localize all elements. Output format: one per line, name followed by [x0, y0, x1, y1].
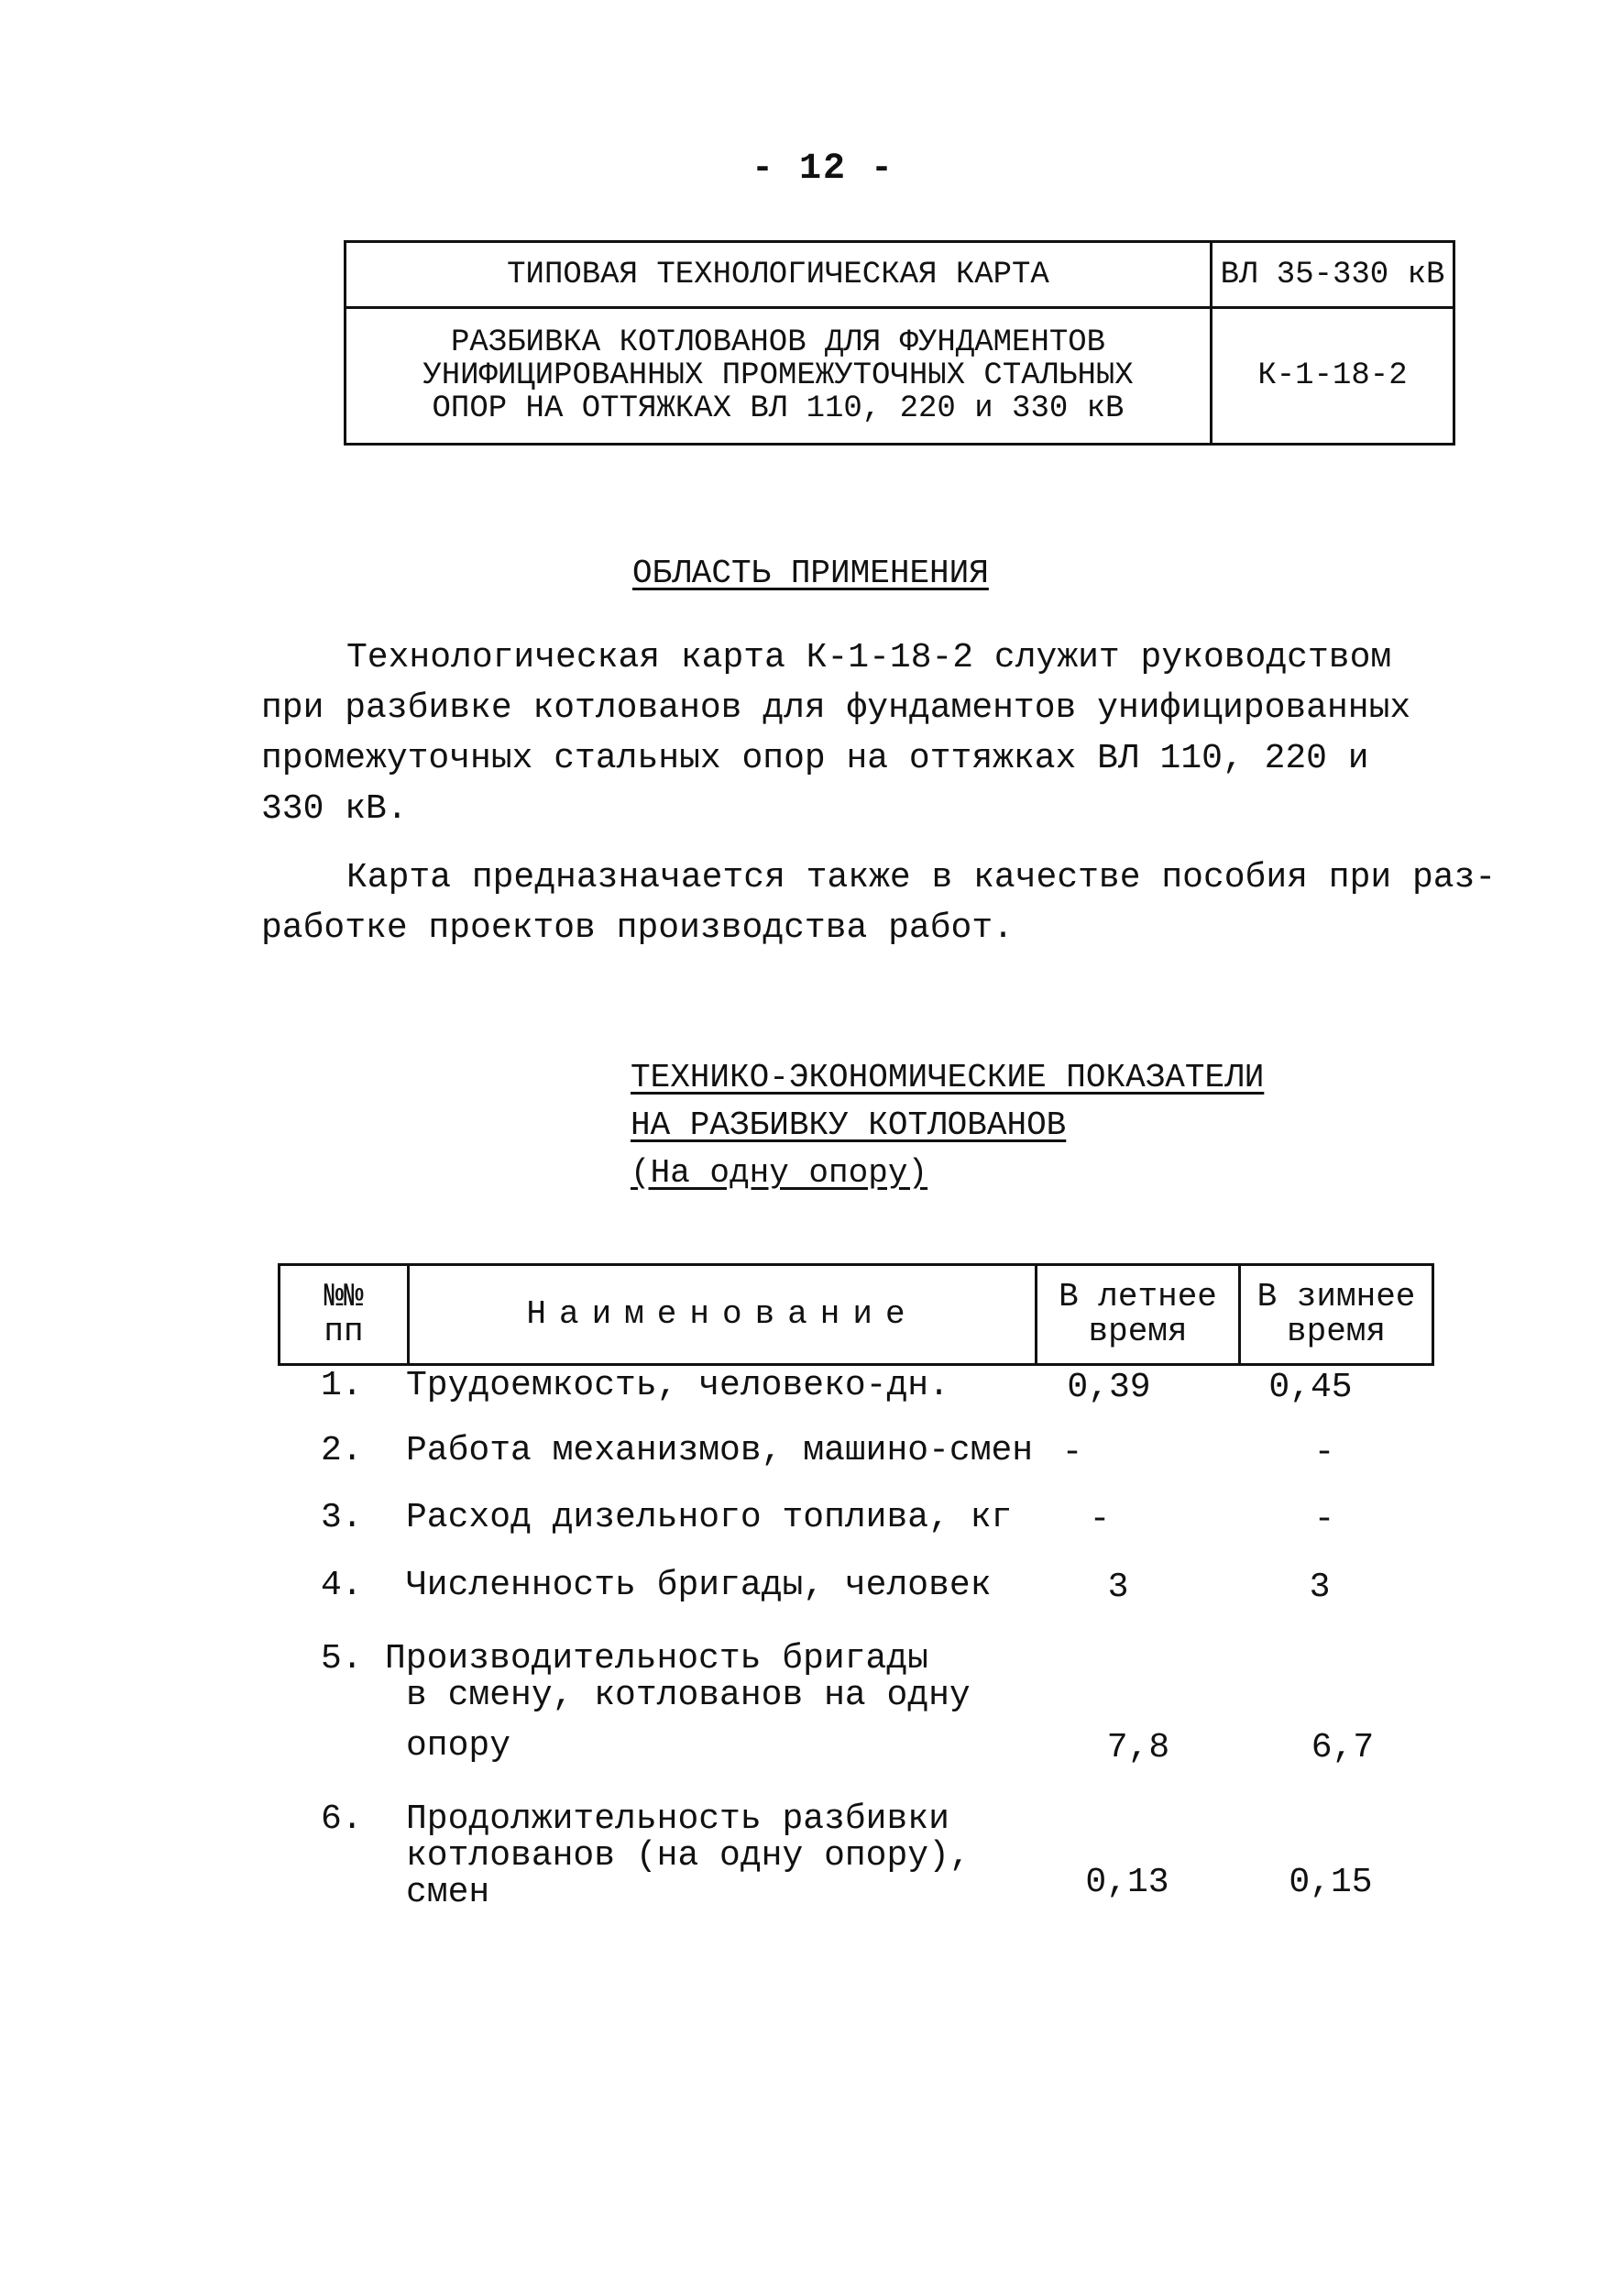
- row-number: 2.: [321, 1431, 363, 1470]
- indicators-heading: [631, 1054, 1264, 1197]
- header-subtitle: [346, 308, 1212, 445]
- column-header-number: [280, 1265, 409, 1365]
- row-number: 4.: [321, 1566, 363, 1605]
- column-header-summer-line: время: [1088, 1313, 1188, 1350]
- column-header-number-line: пп: [324, 1313, 364, 1350]
- row-number: 6.: [321, 1799, 363, 1839]
- paragraph-line: промежуточных стальных опор на оттяжках ВЛ 110, 220 и: [261, 739, 1369, 778]
- row-winter-value: -: [1313, 1500, 1335, 1539]
- row-summer-value: 7,8: [1106, 1728, 1170, 1767]
- row-name-line: Продолжительность разбивки: [406, 1799, 949, 1839]
- row-name-line: Производительность бригады: [385, 1639, 928, 1678]
- row-name-line: в смену, котлованов на одну: [406, 1676, 971, 1715]
- column-header-winter: [1240, 1265, 1433, 1365]
- row-summer-value: -: [1089, 1500, 1111, 1539]
- row-number: 5.: [321, 1639, 363, 1678]
- header-table: [344, 240, 1455, 446]
- row-name: Работа механизмов, машино-смен: [406, 1431, 1034, 1470]
- indicators-table-header: [278, 1263, 1434, 1366]
- row-winter-value: 3: [1309, 1568, 1331, 1607]
- indicators-heading-line: ТЕХНИКО-ЭКОНОМИЧЕСКИЕ ПОКАЗАТЕЛИ: [631, 1059, 1265, 1096]
- indicators-heading-line: (На одну опору): [631, 1154, 928, 1192]
- row-winter-value: 0,45: [1268, 1368, 1353, 1407]
- paragraph-line: при разбивке котлованов для фундаментов унифицированных: [261, 688, 1411, 728]
- header-code: К-1-18-2: [1212, 308, 1454, 445]
- column-header-summer: [1037, 1265, 1240, 1365]
- row-name: Численность бригады, человек: [406, 1566, 992, 1605]
- row-number: 3.: [321, 1498, 363, 1537]
- paragraph-line: Карта предназначается также в качестве пособия при раз-: [346, 858, 1497, 897]
- header-title: ТИПОВАЯ ТЕХНОЛОГИЧЕСКАЯ КАРТА: [346, 242, 1212, 308]
- header-subtitle-line: УНИФИЦИРОВАННЫХ ПРОМЕЖУТОЧНЫХ СТАЛЬНЫХ: [422, 358, 1134, 393]
- paragraph-line: Технологическая карта К-1-18-2 служит руководством: [346, 638, 1392, 677]
- column-header-number-line: №№: [324, 1278, 364, 1315]
- row-winter-value: 6,7: [1311, 1728, 1375, 1767]
- paragraph-line: работке проектов производства работ.: [261, 908, 1014, 948]
- row-name-line: смен: [406, 1873, 490, 1912]
- row-number: 1.: [321, 1366, 363, 1405]
- row-summer-value: 0,39: [1067, 1368, 1151, 1407]
- row-name-line: котлованов (на одну опору),: [406, 1836, 971, 1876]
- row-summer-value: 3: [1107, 1568, 1129, 1607]
- paragraph-line: 330 кВ.: [261, 789, 408, 829]
- header-voltage: ВЛ 35-330 кВ: [1212, 242, 1454, 308]
- row-winter-value: -: [1313, 1433, 1335, 1472]
- row-name: Расход дизельного топлива, кг: [406, 1498, 1013, 1537]
- row-name-line: опору: [406, 1726, 511, 1766]
- scope-paragraph-1: [261, 633, 1410, 834]
- column-header-winter-line: В зимнее: [1256, 1278, 1416, 1315]
- column-header-name: Наименование: [409, 1265, 1037, 1365]
- header-subtitle-line: РАЗБИВКА КОТЛОВАНОВ ДЛЯ ФУНДАМЕНТОВ: [450, 325, 1106, 360]
- page-number: - 12 -: [752, 149, 895, 190]
- row-winter-value: 0,15: [1289, 1863, 1373, 1902]
- column-header-summer-line: В летнее: [1059, 1278, 1217, 1315]
- column-header-winter-line: время: [1286, 1313, 1387, 1350]
- scope-paragraph-2: [261, 853, 1496, 953]
- scope-heading: ОБЛАСТЬ ПРИМЕНЕНИЯ: [632, 555, 989, 592]
- row-summer-value: -: [1061, 1433, 1083, 1472]
- indicators-heading-line: НА РАЗБИВКУ КОТЛОВАНОВ: [631, 1106, 1067, 1144]
- header-subtitle-line: ОПОР НА ОТТЯЖКАХ ВЛ 110, 220 и 330 кВ: [432, 391, 1125, 426]
- row-name: Трудоемкость, человеко-дн.: [406, 1366, 949, 1405]
- row-summer-value: 0,13: [1085, 1863, 1169, 1902]
